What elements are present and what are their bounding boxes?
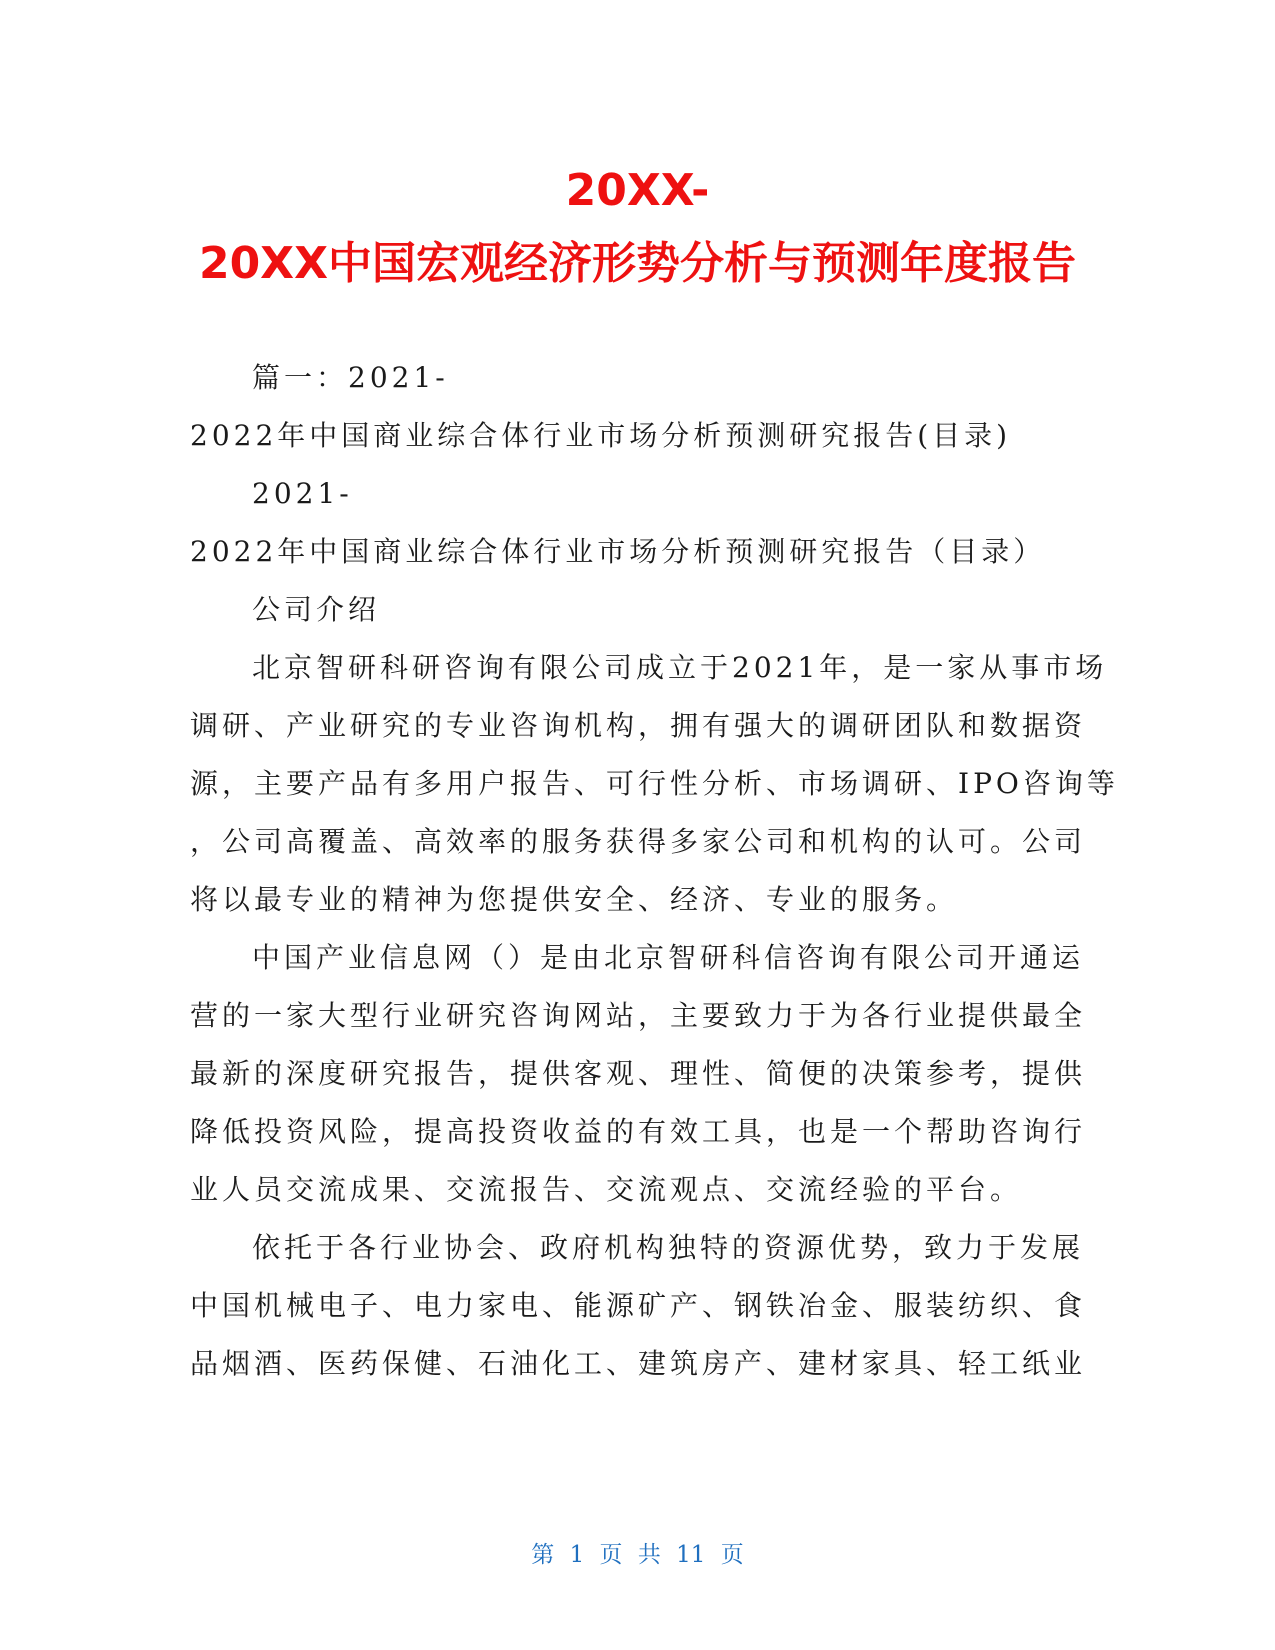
body-line: 2022年中国商业综合体行业市场分析预测研究报告（目录） (190, 535, 1046, 568)
body-line: 最新的深度研究报告，提供客观、理性、简便的决策参考，提供 (190, 1057, 1087, 1090)
body-line: 品烟酒、医药保健、石油化工、建筑房产、建材家具、轻工纸业 (190, 1347, 1087, 1380)
document-title-line-1: 20XX- (565, 165, 710, 216)
body-line: 源，主要产品有多用户报告、可行性分析、市场调研、IPO咨询等 (190, 767, 1119, 800)
document-title-line-2: 20XX中国宏观经济形势分析与预测年度报告 (198, 238, 1077, 289)
body-line: 营的一家大型行业研究咨询网站，主要致力于为各行业提供最全 (190, 999, 1087, 1032)
body-line: 降低投资风险，提高投资收益的有效工具，也是一个帮助咨询行 (190, 1115, 1087, 1148)
body-line: 依托于各行业协会、政府机构独特的资源优势，致力于发展 (252, 1231, 1085, 1264)
body-line: 中国产业信息网（）是由北京智研科信咨询有限公司开通运 (252, 941, 1085, 974)
body-line: 公司介绍 (252, 593, 381, 626)
body-line: ，公司高覆盖、高效率的服务获得多家公司和机构的认可。公司 (190, 825, 1087, 858)
body-line: 业人员交流成果、交流报告、交流观点、交流经验的平台。 (190, 1173, 1023, 1206)
body-line: 中国机械电子、电力家电、能源矿产、钢铁冶金、服装纺织、食 (190, 1289, 1087, 1322)
body-line: 2021- (252, 477, 353, 510)
page-footer: 第 1 页 共 11 页 (531, 1542, 744, 1568)
body-line: 调研、产业研究的专业咨询机构，拥有强大的调研团队和数据资 (190, 709, 1087, 742)
body-line: 2022年中国商业综合体行业市场分析预测研究报告(目录) (190, 419, 1012, 452)
body-line: 北京智研科研咨询有限公司成立于2021年，是一家从事市场 (252, 651, 1108, 684)
body-line: 将以最专业的精神为您提供安全、经济、专业的服务。 (190, 883, 959, 916)
body-line: 篇一：2021- (252, 361, 449, 394)
